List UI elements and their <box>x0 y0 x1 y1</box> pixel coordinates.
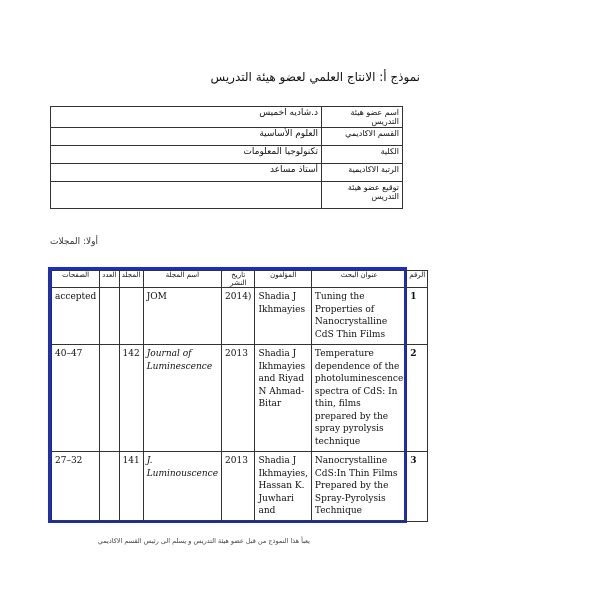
table-row <box>52 345 428 452</box>
cell-title: Temperature dependence of the photoluminescence spectra of CdS: In thin, films prepared by the spray pyrolysis technique <box>311 345 406 452</box>
publications-frame <box>48 267 426 523</box>
table-header-row <box>52 271 428 288</box>
page-title: نموذج أ: الانتاج العلمي لعضو هيئة التدريس <box>210 70 420 84</box>
cell-journal: JOM <box>143 288 221 345</box>
cell-authors: Shadia J Ikhmayies, Hassan K. Juwhari and <box>255 452 311 522</box>
info-row-signature <box>51 182 403 209</box>
table-row <box>52 452 428 522</box>
cell-volume: 141 <box>119 452 143 522</box>
info-row-name <box>51 107 403 128</box>
cell-pages: accepted <box>52 288 100 345</box>
info-row-college <box>51 146 403 164</box>
info-value: د.شاديه اخميس <box>51 107 322 128</box>
header-pages: الصفحات <box>52 271 100 288</box>
cell-authors: Shadia J Ikhmayies <box>255 288 311 345</box>
footer-note: يعبأ هذا النموذج من قبل عضو هيئة التدريس و يسلم الى رئيس القسم الاكاديمي <box>97 537 310 545</box>
header-volume: المجلد <box>119 271 143 288</box>
info-label: الرتبة الاكاديمية <box>322 164 403 182</box>
cell-issue <box>100 345 119 452</box>
info-value: العلوم الأساسية <box>51 128 322 146</box>
cell-pages: 27–32 <box>52 452 100 522</box>
info-label: القسم الاكاديمي <box>322 128 403 146</box>
cell-volume <box>119 288 143 345</box>
cell-number: 3 <box>407 452 428 522</box>
cell-pages: 40–47 <box>52 345 100 452</box>
info-label: توقيع عضو هيئة التدريس <box>322 182 403 209</box>
info-label: اسم عضو هيئة التدريس <box>322 107 403 128</box>
cell-title: Nanocrystalline CdS:In Thin Films Prepared by the Spray-Pyrolysis Technique <box>311 452 406 522</box>
header-authors: المؤلفون <box>255 271 311 288</box>
signature-field <box>51 182 322 209</box>
info-value: أستاذ مساعد <box>51 164 322 182</box>
info-label: الكلية <box>322 146 403 164</box>
cell-date: 2013 <box>222 345 255 452</box>
cell-journal: J. Luminouscence <box>143 452 221 522</box>
cell-journal: Journal of Luminescence <box>143 345 221 452</box>
cell-issue <box>100 288 119 345</box>
header-date: تاريخ النشر <box>222 271 255 288</box>
header-journal: اسم المجلة <box>143 271 221 288</box>
cell-title: Tuning the Properties of Nanocrystalline CdS Thin Films <box>311 288 406 345</box>
cell-number: 2 <box>407 345 428 452</box>
info-row-department <box>51 128 403 146</box>
cell-issue <box>100 452 119 522</box>
header-issue: العدد <box>100 271 119 288</box>
header-number: الرقم <box>407 271 428 288</box>
faculty-info-table <box>50 106 403 209</box>
header-title: عنوان البحث <box>311 271 406 288</box>
info-value: تكنولوجيا المعلومات <box>51 146 322 164</box>
info-row-rank <box>51 164 403 182</box>
cell-date: 2013 <box>222 452 255 522</box>
publications-table <box>51 270 428 522</box>
table-row <box>52 288 428 345</box>
section-title: أولا: المجلات <box>50 237 98 247</box>
cell-volume: 142 <box>119 345 143 452</box>
cell-date: 2014) <box>222 288 255 345</box>
cell-number: 1 <box>407 288 428 345</box>
cell-authors: Shadia J Ikhmayies and Riyad N Ahmad-Bitar <box>255 345 311 452</box>
